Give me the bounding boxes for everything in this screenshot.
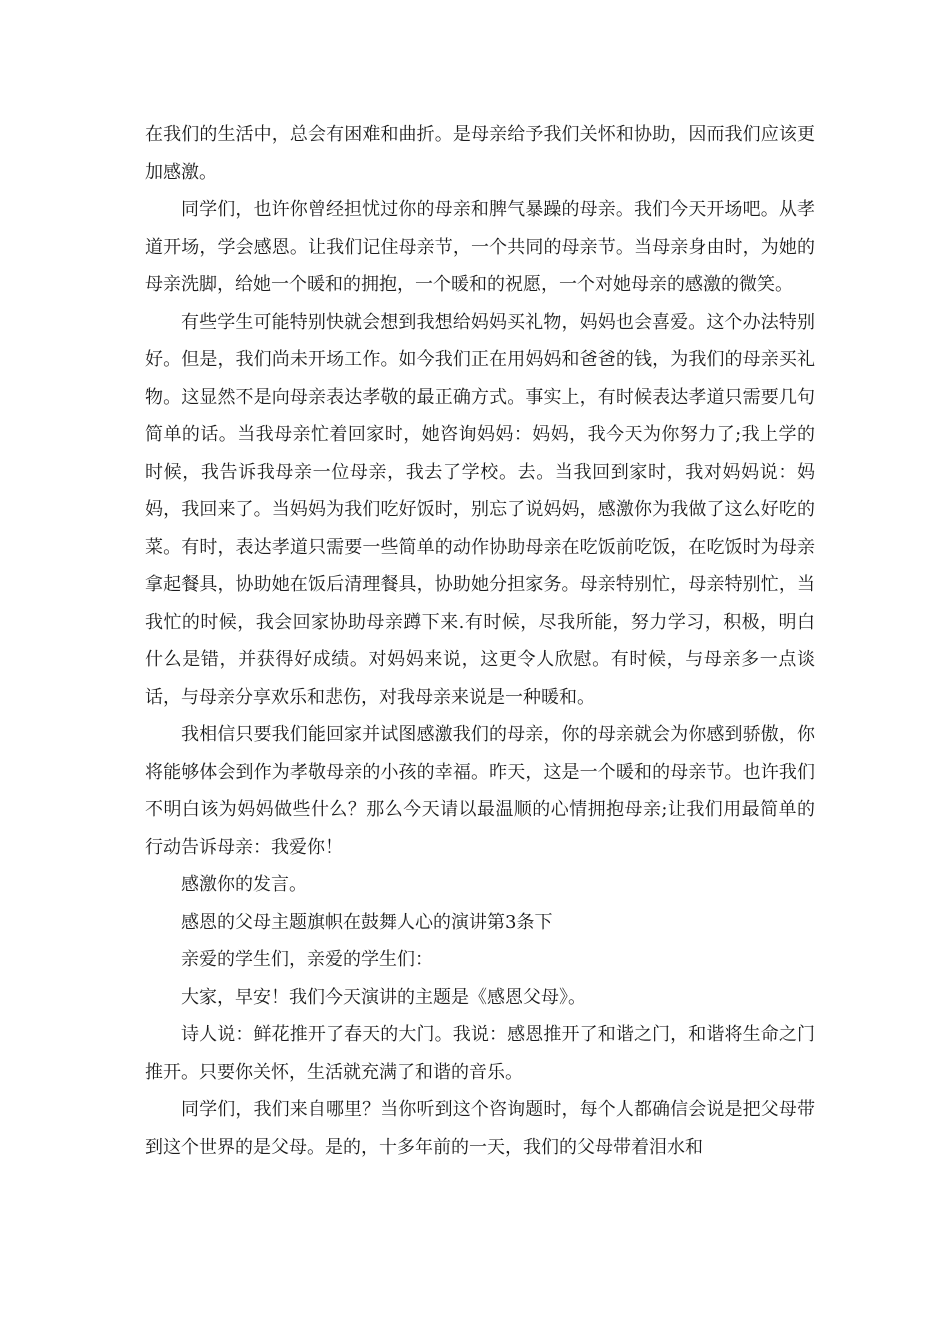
paragraph-9: 诗人说：鲜花推开了春天的大门。我说：感恩推开了和谐之门，和谐将生命之门推开。只要你关怀，生活就充满了和谐的音乐。 <box>145 1024 815 1083</box>
paragraph-10: 同学们，我们来自哪里？当你听到这个咨询题时，每个人都确信会说是把父母带到这个世界的是父母。是的，十多年前的一天，我们的父母带着泪水和 <box>145 1099 815 1158</box>
paragraph-1: 在我们的生活中，总会有困难和曲折。是母亲给予我们关怀和协助，因而我们应该更加感激。 <box>145 124 815 183</box>
salutation: 亲爱的学生们，亲爱的学生们： <box>181 949 433 970</box>
paragraph-5: 感激你的发言。 <box>181 874 307 895</box>
paragraph-2: 同学们，也许你曾经担忧过你的母亲和脾气暴躁的母亲。我们今天开场吧。从孝道开场，学会感恩。让我们记住母亲节，一个共同的母亲节。当母亲身由时，为她的母亲洗脚，给她一个暖和的拥抱，一个暖和的祝愿，一个对她母亲的感激的微笑。 <box>145 199 815 295</box>
paragraph-3: 有些学生可能特别快就会想到我想给妈妈买礼物，妈妈也会喜爱。这个办法特别好。但是，我们尚未开场工作。如今我们正在用妈妈和爸爸的钱，为我们的母亲买礼物。这显然不是向母亲表达孝敬的最正确方式。事实上，有时候表达孝道只需要几句简单的话。当我母亲忙着回家时，她咨询妈妈：妈妈，我今天为你努力了;我上学的时候，我告诉我母亲一位母亲，我去了学校。去。当我回到家时，我对妈妈说：妈妈，我回来了。当妈妈为我们吃好饭时，别忘了说妈妈，感激你为我做了这么好吃的菜。有时，表达孝道只需要一些简单的动作协助母亲在吃饭前吃饭，在吃饭时为母亲拿起餐具，协助她在饭后清理餐具，协助她分担家务。母亲特别忙，母亲特别忙，当我忙的时候，我会回家协助母亲蹲下来.有时候，尽我所能，努力学习，积极，明白什么是错，并获得好成绩。对妈妈来说，这更令人欣慰。有时候，与母亲多一点谈话，与母亲分享欢乐和悲伤，对我母亲来说是一种暖和。 <box>145 311 815 708</box>
document-body <box>145 116 815 1166</box>
paragraph-4: 我相信只要我们能回家并试图感激我们的母亲，你的母亲就会为你感到骄傲，你将能够体会到作为孝敬母亲的小孩的幸福。昨天，这是一个暖和的母亲节。也许我们不明白该为妈妈做些什么？那么今天请以最温顺的心情拥抱母亲;让我们用最简单的行动告诉母亲：我爱你！ <box>145 724 815 858</box>
section-heading: 感恩的父母主题旗帜在鼓舞人心的演讲第3条下 <box>181 911 553 933</box>
paragraph-8: 大家，早安！我们今天演讲的主题是《感恩父母》。 <box>181 986 586 1008</box>
